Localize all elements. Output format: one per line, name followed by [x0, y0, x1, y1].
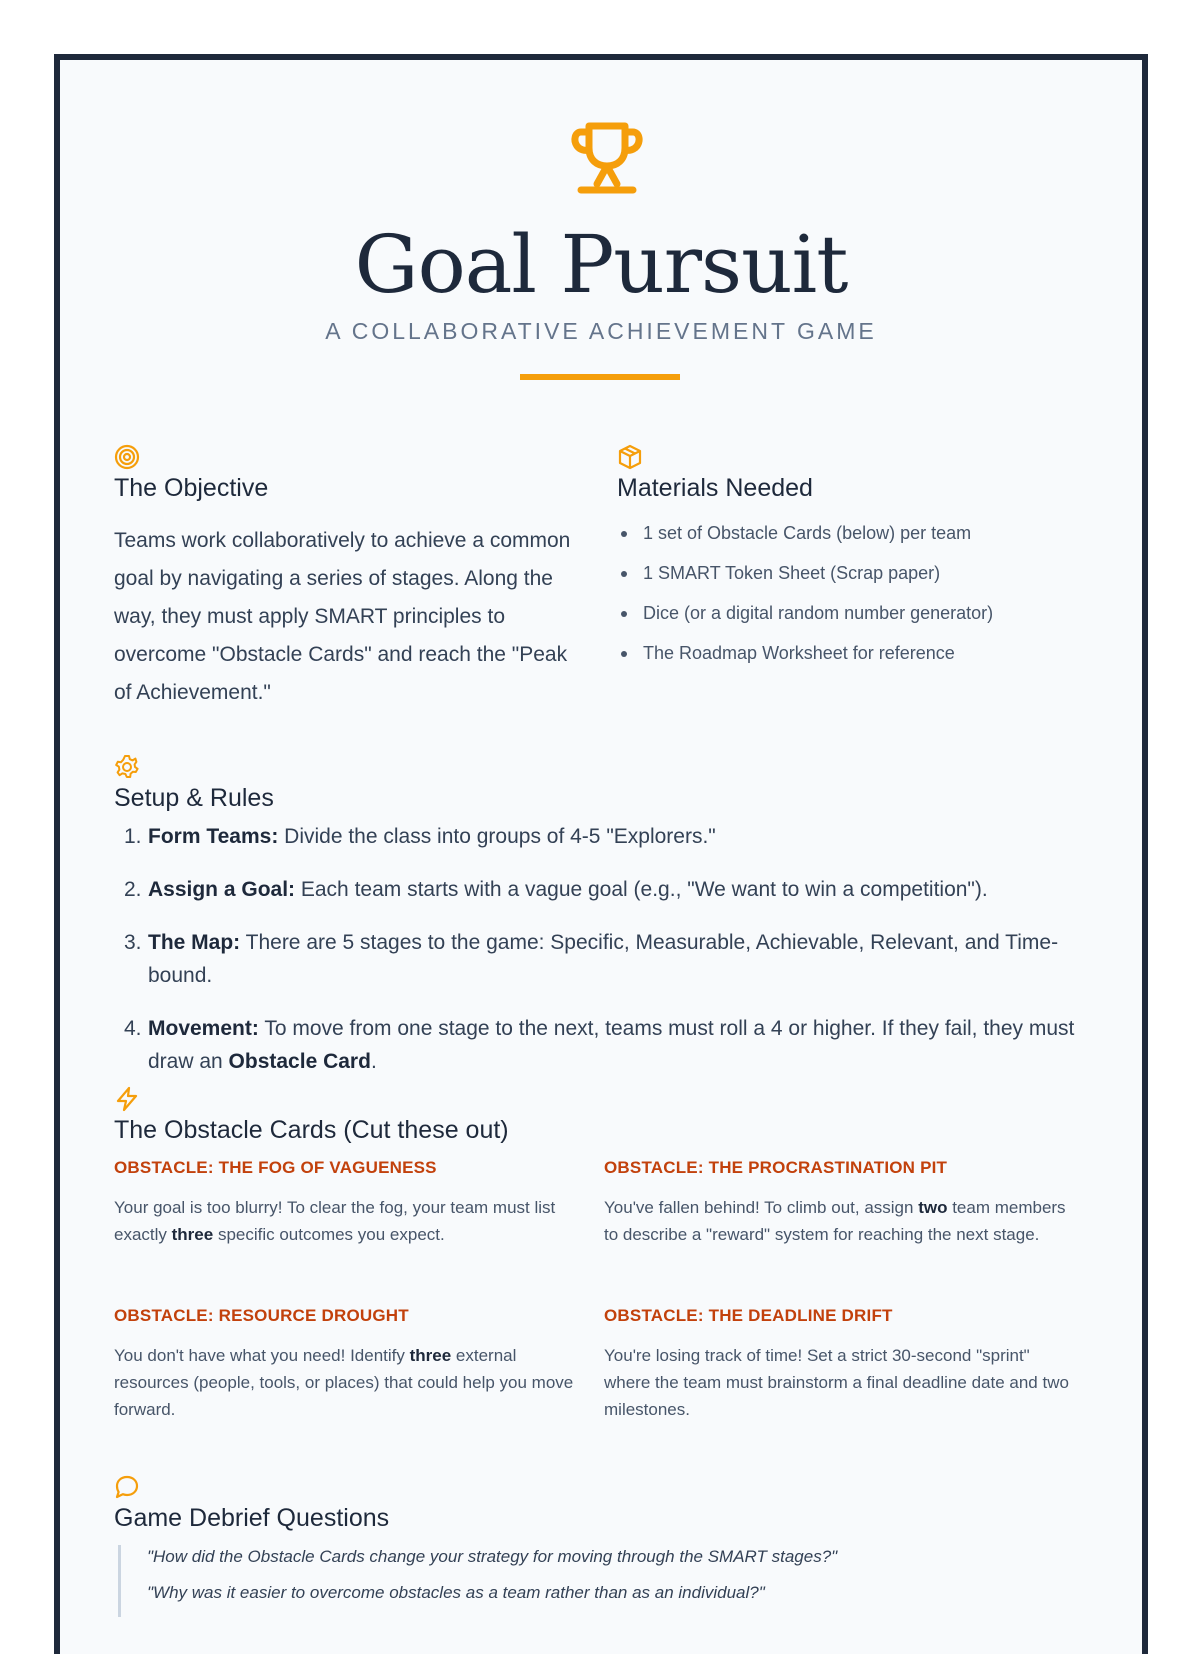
debrief-question: "Why was it easier to overcome obstacles as a team rather than as an individual?" [147, 1583, 765, 1602]
materials-item: Dice (or a digital random number generator) [617, 593, 1097, 633]
obstacle-card [604, 1156, 1074, 1248]
obstacle-card-emphasis: three [171, 1225, 214, 1244]
gear-icon [114, 754, 140, 780]
chat-bubble-icon [114, 1474, 140, 1500]
rule-label: Form Teams: [148, 825, 279, 848]
objective-title: The Objective [114, 474, 269, 502]
obstacle-card-text: You've fallen behind! To climb out, assign [604, 1198, 919, 1217]
obstacles-title: The Obstacle Cards (Cut these out) [114, 1116, 509, 1144]
obstacle-card [114, 1304, 584, 1423]
page-subtitle: A COLLABORATIVE ACHIEVEMENT GAME [325, 318, 877, 344]
debrief-question: "How did the Obstacle Cards change your strategy for moving through the SMART stages?" [147, 1547, 838, 1566]
rule-item [114, 926, 1114, 992]
debrief-title: Game Debrief Questions [114, 1504, 390, 1532]
obstacle-card-title: OBSTACLE: THE FOG OF VAGUENESS [114, 1158, 437, 1177]
rule-number: 4. [124, 1017, 142, 1040]
rule-text: Each team starts with a vague goal (e.g., "We want to win a competition"). [295, 878, 988, 901]
obstacle-card-text: You don't have what you need! Identify [114, 1346, 410, 1365]
rule-emphasis: Obstacle Card [228, 1050, 371, 1073]
obstacle-card-body [114, 1194, 584, 1248]
obstacle-card-emphasis: two [918, 1198, 948, 1217]
trophy-icon [567, 118, 647, 198]
obstacle-card-title: OBSTACLE: THE PROCRASTINATION PIT [604, 1158, 948, 1177]
rules-list [114, 820, 1114, 1098]
objective-text: Teams work collaboratively to achieve a common goal by navigating a series of stages. Along the way, they must apply SMART principles to overcome "Obstacle Cards" and reach the "Peak of Achievement." [114, 529, 571, 704]
obstacle-card-text: You're losing track of time! Set a strict 30-second "sprint" where the team must brainstorm a final deadline date and two milestones. [604, 1346, 1069, 1419]
rule-label: Assign a Goal: [148, 878, 296, 901]
obstacle-card-title: OBSTACLE: RESOURCE DROUGHT [114, 1306, 409, 1325]
obstacle-card-body [604, 1194, 1074, 1248]
rule-label: Movement: [148, 1017, 259, 1040]
lightning-icon [114, 1086, 140, 1112]
title-divider [520, 374, 680, 380]
obstacle-card-text: Your goal is too blurry! To clear the fog, your team must list exactly [114, 1198, 556, 1244]
obstacle-card-text: specific outcomes you expect. [213, 1225, 445, 1244]
obstacle-card [114, 1156, 584, 1248]
materials-item: 1 SMART Token Sheet (Scrap paper) [617, 553, 1097, 593]
rule-item [114, 873, 1114, 906]
debrief-questions [118, 1545, 1137, 1617]
obstacle-card [604, 1304, 1074, 1423]
rule-text: To move from one stage to the next, teams must roll a 4 or higher. If they fail, they must draw an [148, 1017, 1075, 1073]
obstacle-card-body [604, 1342, 1074, 1423]
target-icon [114, 444, 140, 470]
rule-text: There are 5 stages to the game: Specific, Measurable, Achievable, Relevant, and Time-bound. [148, 931, 1059, 987]
materials-list [617, 513, 1097, 673]
obstacle-card-text: team members to describe a "reward" system for reaching the next stage. [604, 1198, 1066, 1244]
obstacle-card-body [114, 1342, 584, 1423]
materials-title: Materials Needed [617, 474, 813, 502]
materials-item: 1 set of Obstacle Cards (below) per team [617, 513, 1097, 553]
rule-text: Divide the class into groups of 4-5 "Explorers." [278, 825, 716, 848]
rule-number: 3. [124, 931, 142, 954]
rule-tail: . [370, 1050, 377, 1073]
setup-title: Setup & Rules [114, 784, 274, 812]
box-icon [617, 444, 643, 470]
obstacle-card-text: external resources (people, tools, or places) that could help you move forward. [114, 1346, 574, 1419]
rule-number: 2. [124, 878, 142, 901]
rule-label: The Map: [148, 931, 241, 954]
rule-item [114, 820, 1114, 853]
page-title: Goal Pursuit [354, 218, 848, 311]
materials-item: The Roadmap Worksheet for reference [617, 633, 1097, 673]
obstacle-card-title: OBSTACLE: THE DEADLINE DRIFT [604, 1306, 893, 1325]
obstacle-card-emphasis: three [409, 1346, 452, 1365]
rule-number: 1. [124, 825, 142, 848]
rule-item [114, 1012, 1114, 1078]
document-frame [54, 54, 1148, 1654]
